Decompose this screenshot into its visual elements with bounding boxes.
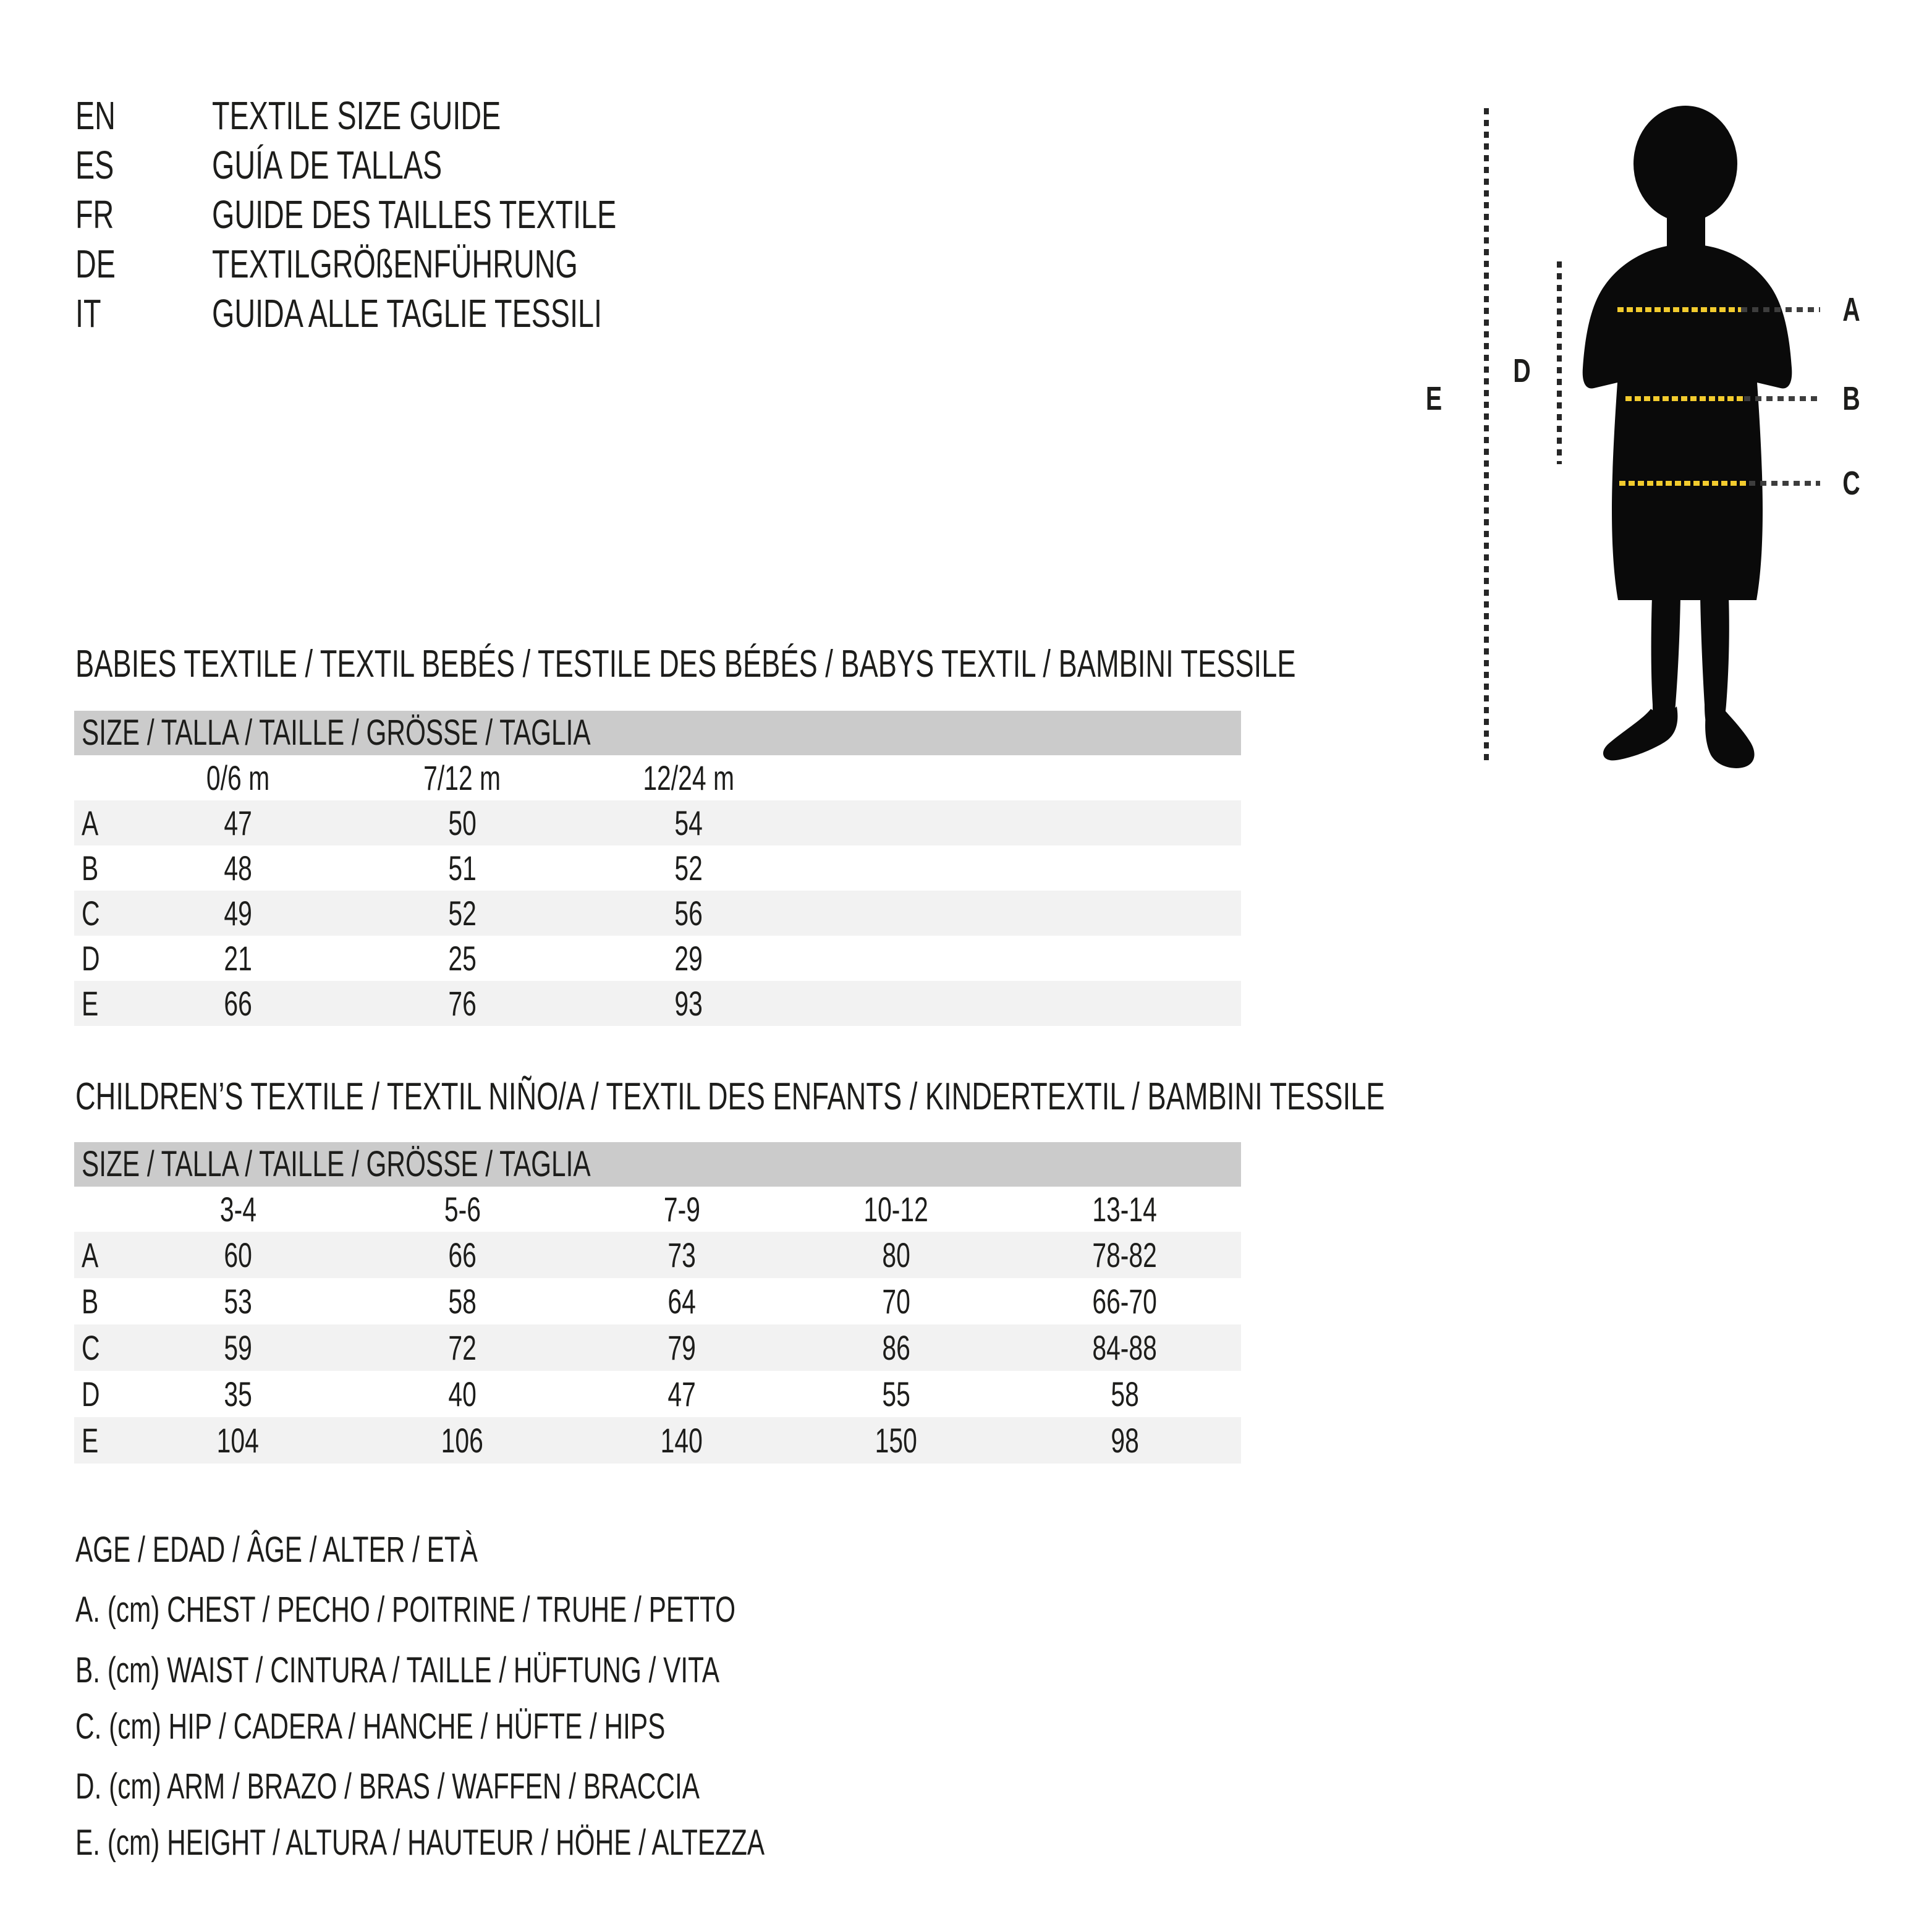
table-cell: 98: [1111, 1421, 1139, 1460]
table-cell: 140: [660, 1421, 703, 1460]
table-cell: 60: [224, 1235, 252, 1274]
measure-label-e: E: [1425, 380, 1443, 417]
legend-height: E. (cm) HEIGHT / ALTURA / HAUTEUR / HÖHE / ALTEZZA: [75, 1823, 765, 1863]
table-cell: 93: [674, 984, 703, 1023]
table-cell: 79: [667, 1328, 696, 1367]
waist-measure-line-dark: [1744, 396, 1820, 401]
table-row: [74, 1371, 1241, 1417]
babies-column-header: 0/6 m: [206, 758, 270, 797]
table-cell: 55: [882, 1375, 910, 1413]
table-row: [74, 1232, 1241, 1278]
table-row: [74, 891, 1241, 936]
table-row: [74, 936, 1241, 981]
children-column-header: 13-14: [1092, 1190, 1158, 1229]
table-cell: 51: [448, 849, 477, 888]
table-cell: 54: [674, 803, 703, 842]
language-title: TEXTILGRÖßENFÜHRUNG: [212, 242, 578, 286]
row-label: C: [82, 1328, 100, 1367]
babies-size-header-label: SIZE / TALLA / TAILLE / GRÖSSE / TAGLIA: [82, 713, 591, 753]
language-code: DE: [75, 242, 116, 286]
waist-measure-line-yellow: [1625, 396, 1744, 401]
table-cell: 40: [448, 1375, 477, 1413]
table-cell: 66: [448, 1235, 477, 1274]
hip-measure-line-dark: [1749, 481, 1820, 486]
language-title: GUIDE DES TAILLES TEXTILE: [212, 192, 617, 237]
table-cell: 25: [448, 939, 477, 978]
legend-hip: C. (cm) HIP / CADERA / HANCHE / HÜFTE / HIPS: [75, 1706, 666, 1747]
table-row: [74, 1278, 1241, 1324]
table-cell: 58: [1111, 1375, 1139, 1413]
babies-column-header: 7/12 m: [423, 758, 501, 797]
table-row: [74, 845, 1241, 891]
children-column-header: 7-9: [663, 1190, 700, 1229]
children-section-title: CHILDREN’S TEXTILE / TEXTIL NIÑO/A / TEXTIL DES ENFANTS / KINDERTEXTIL / BAMBINI TESSILE: [75, 1075, 1385, 1118]
babies-column-header: 12/24 m: [643, 758, 734, 797]
table-cell: 52: [448, 894, 477, 933]
row-label: D: [82, 939, 100, 978]
table-cell: 58: [448, 1282, 477, 1321]
legend-age: AGE / EDAD / ÂGE / ALTER / ETÀ: [75, 1530, 478, 1570]
babies-section-title: BABIES TEXTILE / TEXTIL BEBÉS / TESTILE DES BÉBÉS / BABYS TEXTIL / BAMBINI TESSILE: [75, 643, 1296, 685]
children-size-header-band: [74, 1142, 1241, 1187]
measure-label-a: A: [1842, 291, 1860, 328]
table-cell: 21: [224, 939, 252, 978]
table-cell: 80: [882, 1235, 910, 1274]
table-cell: 70: [882, 1282, 910, 1321]
table-cell: 66: [224, 984, 252, 1023]
language-code: EN: [75, 93, 116, 138]
language-code: FR: [75, 192, 114, 237]
table-cell: 106: [441, 1421, 484, 1460]
children-column-header: 5-6: [444, 1190, 481, 1229]
chest-measure-line-dark: [1741, 307, 1820, 312]
row-label: A: [82, 1235, 99, 1274]
table-cell: 78-82: [1092, 1235, 1158, 1274]
table-cell: 84-88: [1092, 1328, 1158, 1367]
table-cell: 49: [224, 894, 252, 933]
table-cell: 50: [448, 803, 477, 842]
table-cell: 104: [216, 1421, 260, 1460]
table-row: [74, 1324, 1241, 1371]
measure-label-c: C: [1842, 465, 1860, 502]
table-cell: 66-70: [1092, 1282, 1158, 1321]
table-cell: 76: [448, 984, 477, 1023]
language-title: TEXTILE SIZE GUIDE: [212, 93, 501, 138]
legend-chest: A. (cm) CHEST / PECHO / POITRINE / TRUHE / PETTO: [75, 1590, 736, 1630]
table-cell: 64: [667, 1282, 696, 1321]
measure-label-b: B: [1842, 380, 1860, 417]
row-label: E: [82, 1421, 99, 1460]
arm-measure-line: [1557, 261, 1562, 464]
row-label: B: [82, 1282, 99, 1321]
table-cell: 48: [224, 849, 252, 888]
babies-columns-row: [74, 755, 1241, 800]
table-cell: 52: [674, 849, 703, 888]
language-code: ES: [75, 143, 114, 187]
table-row: [74, 800, 1241, 845]
language-code: IT: [75, 291, 101, 336]
table-cell: 35: [224, 1375, 252, 1413]
legend-arm: D. (cm) ARM / BRAZO / BRAS / WAFFEN / BRACCIA: [75, 1766, 700, 1807]
table-cell: 53: [224, 1282, 252, 1321]
table-row: [74, 1417, 1241, 1464]
measure-label-d: D: [1512, 352, 1531, 389]
row-label: E: [82, 984, 99, 1023]
children-column-header: 3-4: [219, 1190, 256, 1229]
children-columns-row: [74, 1187, 1241, 1232]
table-cell: 59: [224, 1328, 252, 1367]
language-title: GUÍA DE TALLAS: [212, 143, 443, 187]
children-column-header: 10-12: [863, 1190, 929, 1229]
babies-size-header-band: [74, 711, 1241, 755]
row-label: D: [82, 1375, 100, 1413]
row-label: C: [82, 894, 100, 933]
legend-waist: B. (cm) WAIST / CINTURA / TAILLE / HÜFTUNG / VITA: [75, 1650, 720, 1690]
table-cell: 86: [882, 1328, 910, 1367]
hip-measure-line-yellow: [1619, 481, 1749, 486]
table-cell: 72: [448, 1328, 477, 1367]
row-label: A: [82, 803, 99, 842]
language-title: GUIDA ALLE TAGLIE TESSILI: [212, 291, 603, 336]
table-cell: 73: [667, 1235, 696, 1274]
table-cell: 56: [674, 894, 703, 933]
row-label: B: [82, 849, 99, 888]
table-cell: 47: [667, 1375, 696, 1413]
table-cell: 150: [875, 1421, 918, 1460]
chest-measure-line-yellow: [1617, 307, 1741, 312]
children-size-header-label: SIZE / TALLA / TAILLE / GRÖSSE / TAGLIA: [82, 1144, 591, 1184]
table-row: [74, 981, 1241, 1026]
table-cell: 29: [674, 939, 703, 978]
table-cell: 47: [224, 803, 252, 842]
